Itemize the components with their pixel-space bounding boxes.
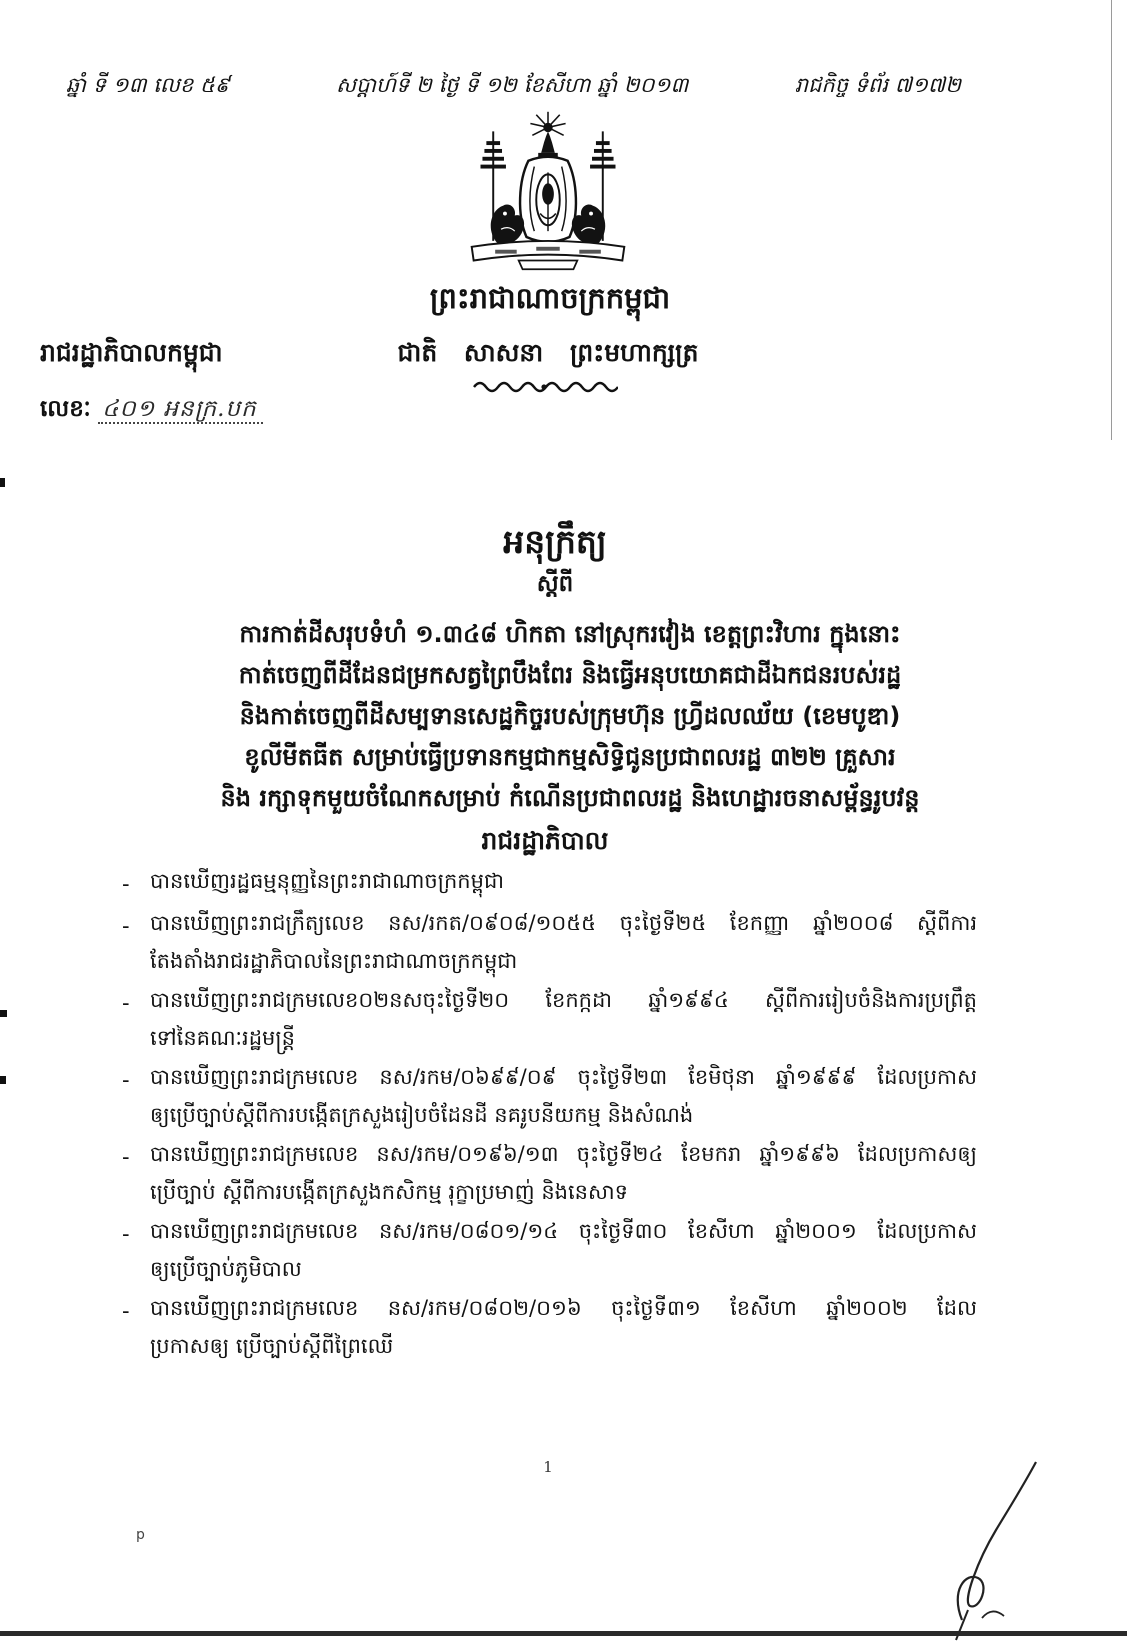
text-line: តែងតាំងរាជរដ្ឋាភិបាលនៃព្រះរាជាណាចក្រកម្ពុជា <box>150 949 518 973</box>
subject-intro: ស្តីពី <box>536 571 574 597</box>
consideration-item <box>122 1058 977 1135</box>
motto-ornament-divider <box>470 377 618 395</box>
national-motto: ជាតិ សាសនា ព្រះមហាក្សត្រ <box>397 338 699 367</box>
text-line: បានឃើញព្រះរាជក្រមលេខ នស/រកម/០៦៩៩/០៩ ចុះថ្ងៃទី២៣ ខែមិថុនា ឆ្នាំ១៩៩៩ ដែលប្រកាស <box>150 1064 977 1089</box>
consideration-item <box>122 904 977 981</box>
scan-mark <box>0 1076 6 1084</box>
bullet-dash: - <box>122 1144 130 1169</box>
handwritten-reference-number: ៤០១ អនក្រ.បក <box>98 396 262 424</box>
consideration-text <box>150 862 977 901</box>
scan-mark <box>0 478 5 487</box>
bullet-dash: - <box>122 872 130 896</box>
gazette-issue: ឆ្នាំ ទី ១៣ លេខ ៥៩ <box>66 73 230 97</box>
document-type-title: អនុក្រឹត្យ <box>503 522 607 561</box>
document-reference-number <box>40 392 360 426</box>
page-number: 1 <box>543 1458 553 1476</box>
gazette-page-ref: រាជកិច្ច ទំព័រ ៧១៧២ <box>794 73 961 97</box>
pedestal-ribbon <box>472 241 625 269</box>
reference-label: លេខៈ <box>40 396 91 422</box>
bullet-dash: - <box>122 1221 130 1246</box>
subject-heading <box>140 614 1000 819</box>
consideration-text <box>150 1135 977 1212</box>
text-line: ឲ្យប្រើច្បាប់ស្តីពីការបង្កើតក្រសួងរៀបចំដែនដី នគរូបនីយកម្ម និងសំណង់ <box>150 1103 694 1127</box>
text-line: បានឃើញព្រះរាជក្រមលេខ នស/រកម/០៨០១/១៤ ចុះថ្ងៃទី៣០ ខែសីហា ឆ្នាំ២០០១ ដែលប្រកាស <box>150 1218 977 1243</box>
consideration-item <box>122 981 977 1058</box>
crown <box>538 131 558 157</box>
text-line: បានឃើញព្រះរាជក្រមលេខ នស/រកម/០៨០២/០១៦ ចុះថ្ងៃទី៣១ ខែសីហា ឆ្នាំ២០០២ ដែល <box>150 1295 977 1320</box>
considerations-list <box>122 862 977 1366</box>
royal-coat-of-arms-icon <box>458 110 638 275</box>
text-line: ប្រកាសឲ្យ ប្រើច្បាប់ស្តីពីព្រៃឈើ <box>150 1334 394 1358</box>
scan-edge-line <box>1111 0 1112 440</box>
subject-line: និង រក្សាទុកមួយចំណែកសម្រាប់ កំណើនប្រជាពលរដ្ឋ និងហេដ្ឋារចនាសម្ព័ន្ធរូបវន្ត <box>220 784 920 812</box>
authority-heading: រាជរដ្ឋាភិបាល <box>481 826 609 855</box>
handwritten-initials-signature <box>948 1458 1040 1644</box>
subject-line: ការកាត់ដីសរុបទំហំ ១.៣៤៨ ហិកតា នៅស្រុករវៀង ខេត្តព្រះវិហារ ក្នុងនោះ <box>239 620 901 648</box>
consideration-item <box>122 862 977 904</box>
subject-line: កាត់ចេញពីដីដែនជម្រកសត្វព្រៃបឹងពែរ និងធ្វើអនុបយោគជាដីឯកជនរបស់រដ្ឋ <box>238 661 902 689</box>
bullet-dash: - <box>122 990 130 1015</box>
bullet-dash: - <box>122 1298 130 1323</box>
central-shield <box>536 172 559 231</box>
scan-bottom-edge <box>0 1631 1127 1636</box>
consideration-text <box>150 1212 977 1289</box>
subject-line: ខូលីមីតធីត សម្រាប់ធ្វើប្រទានកម្មជាកម្មសិទ្ធិជូនប្រជាពលរដ្ឋ ៣២២ គ្រួសារ <box>244 743 896 771</box>
consideration-text <box>150 904 977 981</box>
consideration-item <box>122 1135 977 1212</box>
scan-mark <box>0 1010 7 1017</box>
consideration-text <box>150 1058 977 1135</box>
corner-mark: p <box>136 1527 145 1543</box>
consideration-item <box>122 1289 977 1366</box>
bullet-dash: - <box>122 1067 130 1092</box>
text-line: បានឃើញរដ្ឋធម្មនុញ្ញនៃព្រះរាជាណាចក្រកម្ពុជា <box>150 869 504 893</box>
text-line: បានឃើញព្រះរាជក្រមលេខ នស/រកម/០១៩៦/១៣ ចុះថ្ងៃទី២៤ ខែមករា ឆ្នាំ១៩៩៦ ដែលប្រកាសឲ្យ <box>150 1141 977 1166</box>
bullet-dash: - <box>122 913 130 938</box>
text-line: ប្រើច្បាប់ ស្តីពីការបង្កើតក្រសួងកសិកម្ម រុក្ខាប្រមាញ់ និងនេសាទ <box>150 1180 628 1204</box>
text-line: ឲ្យប្រើច្បាប់ភូមិបាល <box>150 1257 302 1281</box>
text-line: ទៅនៃគណៈរដ្ឋមន្ត្រី <box>150 1026 295 1050</box>
issuing-government: រាជរដ្ឋាភិបាលកម្ពុជា <box>40 338 223 367</box>
consideration-text <box>150 1289 977 1366</box>
text-line: បានឃើញព្រះរាជក្រឹត្យលេខ នស/រកត/០៩០៨/១០៥៥ ចុះថ្ងៃទី២៥ ខែកញ្ញា ឆ្នាំ២០០៨ ស្តីពីការ <box>150 910 977 935</box>
text-line: បានឃើញព្រះរាជក្រមលេខ០២នសចុះថ្ងៃទី២០ ខែកក្កដា ឆ្នាំ១៩៩៤ ស្តីពីការរៀបចំនិងការប្រព្រឹត្ត <box>150 987 977 1012</box>
consideration-text <box>150 981 977 1058</box>
subject-line: និងកាត់ចេញពីដីសម្បទានសេដ្ឋកិច្ចរបស់ក្រុមហ៊ុន ហ្វ្រីដលឈ័យ (ខេមបូឌា) <box>239 702 901 730</box>
kingdom-name: ព្រះរាជាណាចក្រកម្ពុជា <box>429 281 671 315</box>
gazette-header <box>66 68 961 102</box>
gazette-date: សប្តាហ៍ទី ២ ថ្ងៃ ទី ១២ ខែសីហា ឆ្នាំ ២០១៣ <box>336 73 689 97</box>
consideration-item <box>122 1212 977 1289</box>
